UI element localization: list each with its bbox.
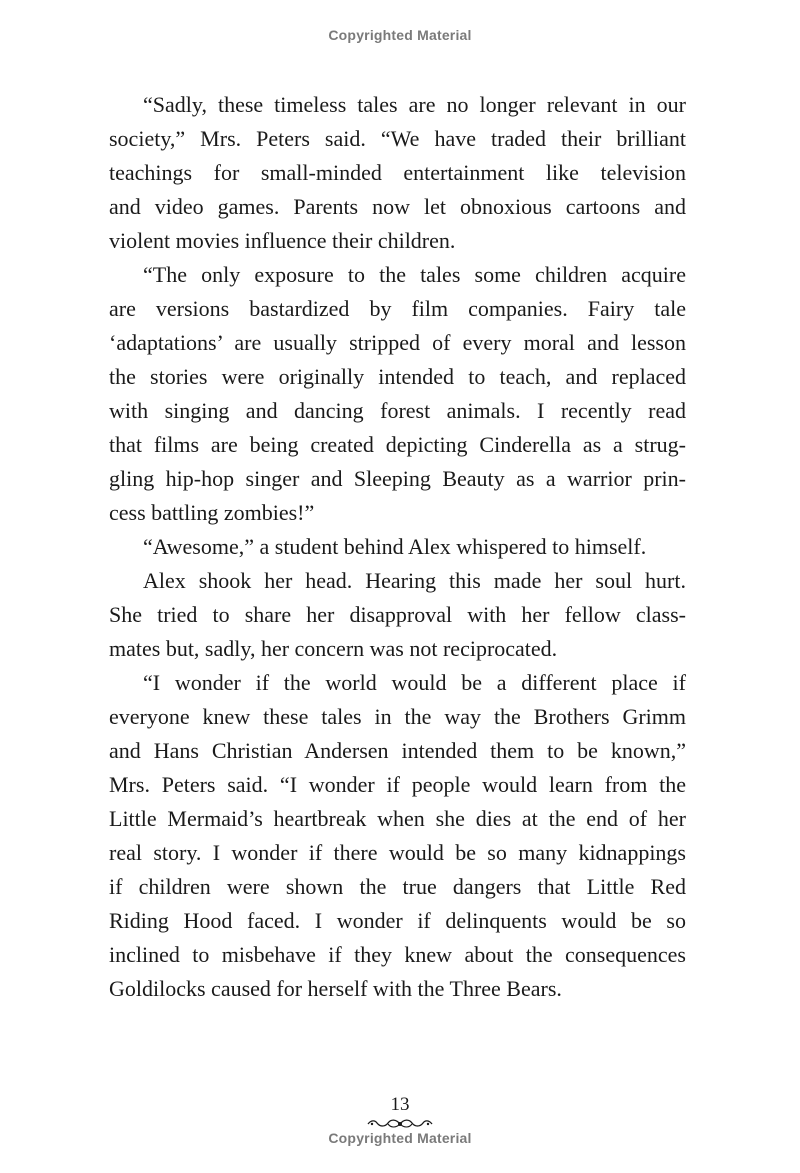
text-line: “Awesome,” a student behind Alex whispered to himself. bbox=[143, 534, 647, 559]
text-line: that films are being created depicting Cinderella as a strug- bbox=[109, 432, 686, 457]
text-line: if children were shown the true dangers that Little Red bbox=[109, 874, 686, 899]
text-line: and Hans Christian Andersen intended them to be known,” bbox=[109, 738, 686, 763]
text-line: society,” Mrs. Peters said. “We have traded their brilliant bbox=[109, 126, 686, 151]
text-line: everyone knew these tales in the way the Brothers Grimm bbox=[109, 704, 686, 729]
text-line: teachings for small-minded entertainment like television bbox=[109, 160, 686, 185]
text-line: and video games. Parents now let obnoxious cartoons and bbox=[109, 194, 686, 219]
text-line: cess battling zombies!” bbox=[109, 500, 315, 525]
text-line: Mrs. Peters said. “I wonder if people would learn from the bbox=[109, 772, 686, 797]
text-line: She tried to share her disapproval with her fellow class- bbox=[109, 602, 686, 627]
text-line: the stories were originally intended to teach, and replaced bbox=[109, 364, 686, 389]
text-line: Goldilocks caused for herself with the Three Bears. bbox=[109, 976, 562, 1001]
text-line: Riding Hood faced. I wonder if delinquents would be so bbox=[109, 908, 686, 933]
text-line: real story. I wonder if there would be so many kidnappings bbox=[109, 840, 686, 865]
text-line: inclined to misbehave if they knew about the consequences bbox=[109, 942, 686, 967]
text-line: Little Mermaid’s heartbreak when she dies at the end of her bbox=[109, 806, 686, 831]
text-line: ‘adaptations’ are usually stripped of every moral and lesson bbox=[109, 330, 686, 355]
page-body bbox=[109, 88, 686, 1006]
text-line: Alex shook her head. Hearing this made her soul hurt. bbox=[143, 568, 686, 593]
flourish-ornament-icon bbox=[366, 1118, 434, 1130]
text-line: are versions bastardized by film companies. Fairy tale bbox=[109, 296, 686, 321]
page-number: 13 bbox=[390, 1094, 410, 1115]
copyright-header: Copyrighted Material bbox=[328, 27, 472, 43]
text-line: “I wonder if the world would be a different place if bbox=[143, 670, 686, 695]
text-line: with singing and dancing forest animals. I recently read bbox=[109, 398, 686, 423]
text-line: “Sadly, these timeless tales are no longer relevant in our bbox=[143, 92, 686, 117]
text-line: violent movies influence their children. bbox=[109, 228, 456, 253]
text-line: mates but, sadly, her concern was not reciprocated. bbox=[109, 636, 558, 661]
copyright-footer: Copyrighted Material bbox=[328, 1130, 472, 1146]
text-line: “The only exposure to the tales some children acquire bbox=[143, 262, 686, 287]
text-line: gling hip-hop singer and Sleeping Beauty as a warrior prin- bbox=[109, 466, 686, 491]
